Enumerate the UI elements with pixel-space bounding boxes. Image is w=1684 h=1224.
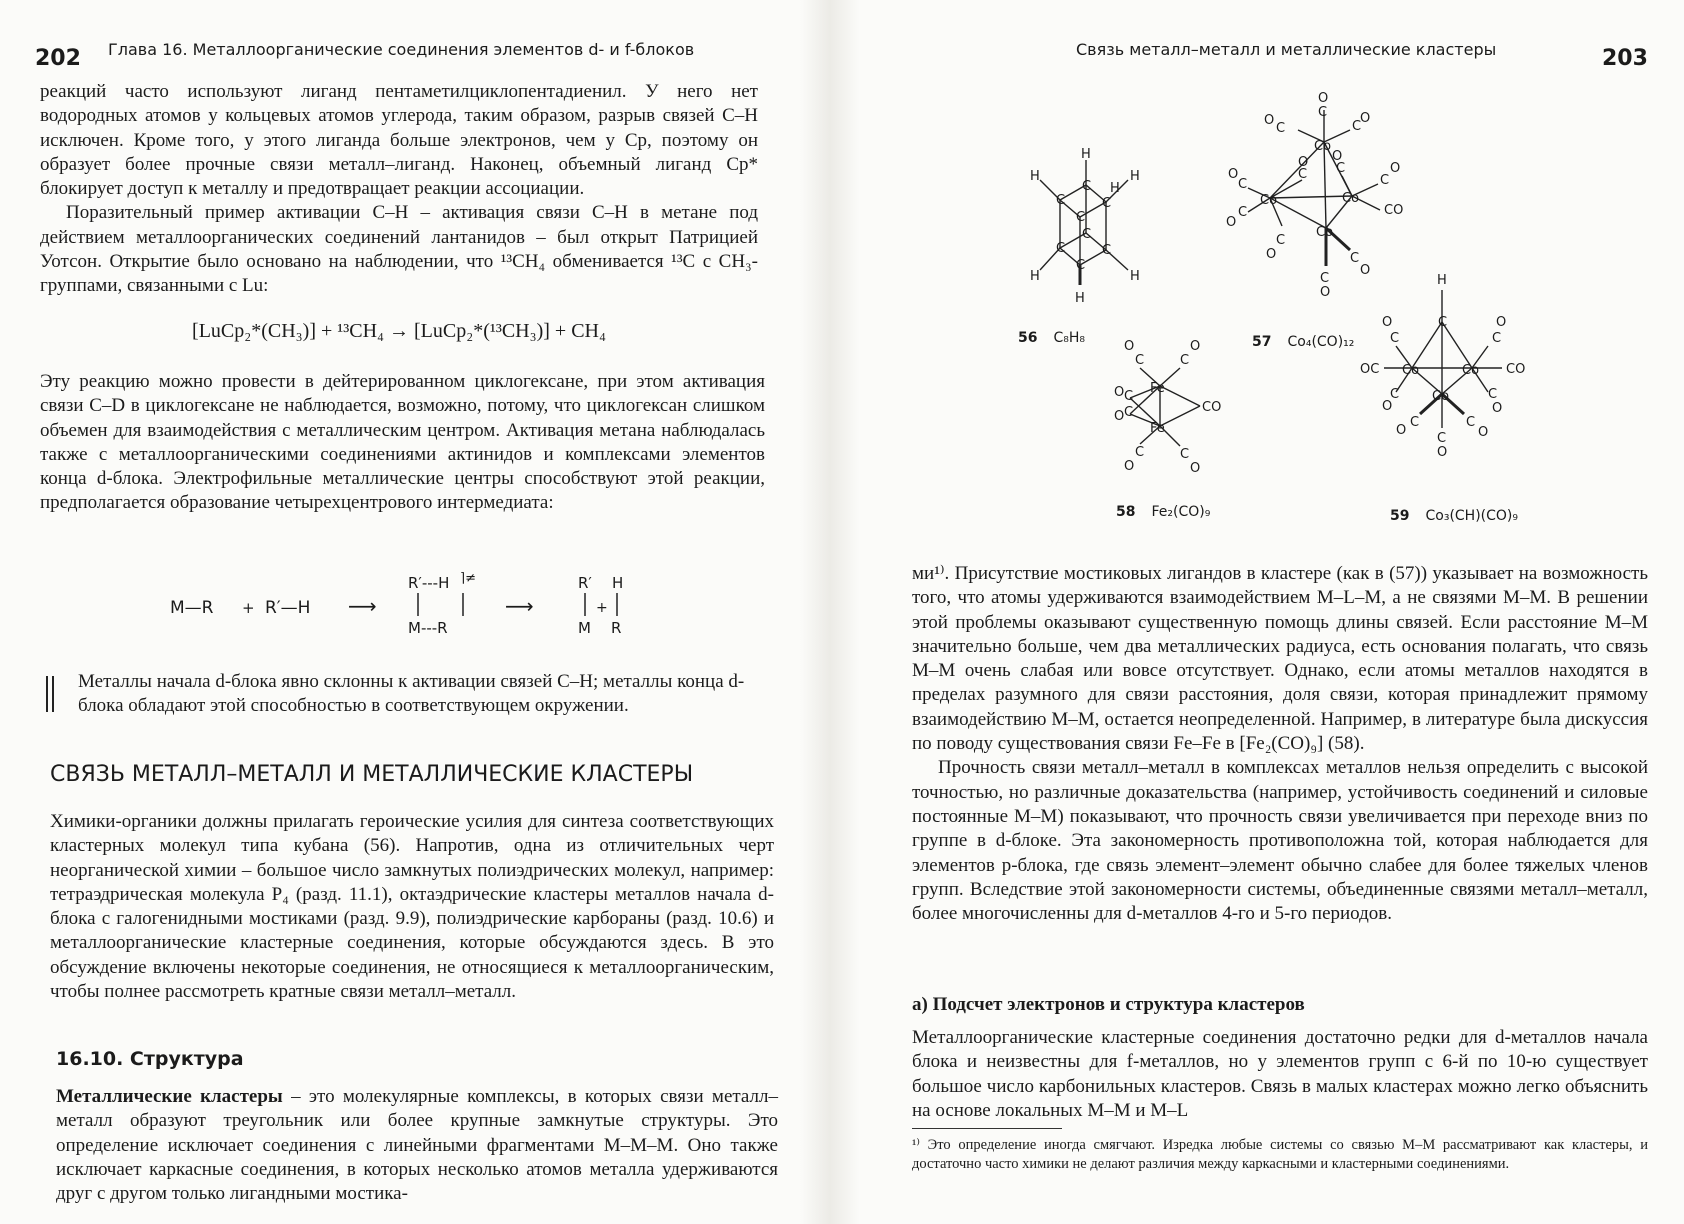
reactant-mr: M—R	[170, 598, 214, 618]
svg-text:Co: Co	[1432, 389, 1450, 404]
structure-59	[1384, 290, 1502, 428]
right-page	[880, 0, 1680, 1224]
svg-text:C: C	[1135, 353, 1145, 368]
svg-text:CO: CO	[1202, 400, 1222, 415]
svg-text:H: H	[1110, 181, 1120, 196]
svg-text:Co: Co	[1314, 139, 1332, 154]
svg-text:Co: Co	[1462, 363, 1480, 378]
svg-text:O: O	[1114, 385, 1125, 400]
product-rr: R	[611, 619, 622, 637]
svg-text:C: C	[1298, 167, 1308, 182]
svg-text:C: C	[1082, 179, 1092, 194]
figure-caption: 57 Co₄(CO)₁₂	[1252, 334, 1355, 350]
svg-text:C: C	[1238, 177, 1248, 192]
page-number: 202	[35, 46, 81, 71]
reactant-rh: R′—H	[265, 598, 311, 618]
svg-text:O: O	[1228, 167, 1239, 182]
svg-text:O: O	[1266, 247, 1277, 262]
svg-text:O: O	[1382, 399, 1393, 414]
text-block	[40, 370, 765, 516]
svg-text:O: O	[1124, 459, 1135, 474]
svg-text:C: C	[1056, 193, 1066, 208]
svg-text:H: H	[1030, 169, 1040, 184]
structure-56-labels	[1030, 147, 1140, 306]
figure-caption: 59 Co₃(CH)(CO)₉	[1390, 508, 1518, 524]
svg-text:O: O	[1496, 315, 1507, 330]
svg-text:C: C	[1318, 105, 1328, 120]
svg-text:O: O	[1360, 263, 1371, 278]
ts-dagger: ⌉≠	[460, 571, 476, 586]
svg-text:H: H	[1081, 147, 1091, 162]
svg-text:C: C	[1180, 447, 1190, 462]
text-block	[912, 562, 1648, 926]
svg-text:Co: Co	[1260, 193, 1278, 208]
note-bar	[52, 676, 54, 712]
svg-text:O: O	[1190, 339, 1201, 354]
text-block	[40, 80, 758, 299]
svg-text:Co: Co	[1316, 225, 1334, 240]
svg-text:Fe: Fe	[1150, 421, 1165, 436]
svg-text:C: C	[1492, 331, 1502, 346]
svg-text:Fe: Fe	[1150, 381, 1165, 396]
svg-text:H: H	[1075, 291, 1085, 306]
svg-text:CO: CO	[1384, 203, 1404, 218]
svg-text:O: O	[1320, 285, 1331, 300]
svg-text:O: O	[1390, 161, 1401, 176]
svg-text:H: H	[1130, 269, 1140, 284]
svg-text:OC: OC	[1360, 362, 1380, 377]
svg-text:C: C	[1390, 331, 1400, 346]
book-gutter	[800, 0, 860, 1224]
paragraph: Прочность связи металл–металл в комплексах металлов нельзя определить с высокой точностью, но различные доказательства (например, устойчивость соединений и силовые постоянные M–M) показывают, что прочность связи увеличивается при переходе вниз по группе в d-блоке. Эта закономерность противоположна той, которая наблюдается для элементов p-блока, где связь элемент–элемент обычно слабее для более тяжелых членов групп. Вследствие этой закономерности системы, объединенные связями металл–металл, более многочисленны для d-металлов 4-го и 5-го периодов.	[912, 757, 1648, 925]
product-m: M	[578, 619, 591, 637]
svg-text:C: C	[1102, 243, 1112, 258]
svg-text:C: C	[1082, 227, 1092, 242]
svg-text:C: C	[1276, 233, 1286, 248]
svg-text:C: C	[1076, 258, 1086, 273]
structure-58-labels	[1114, 339, 1221, 476]
text-block	[50, 810, 774, 1004]
svg-text:O: O	[1360, 111, 1371, 126]
svg-text:C: C	[1390, 387, 1400, 402]
svg-text:H: H	[1030, 269, 1040, 284]
subsection-title: а) Подсчет электронов и структура кластеров	[912, 994, 1305, 1015]
product-h: H	[612, 574, 624, 592]
svg-text:O: O	[1298, 155, 1309, 170]
equation: [LuCp₂*(CH₃)] + ¹³CH₄ → [LuCp₂*(¹³CH₃)] + CH₄	[192, 320, 606, 342]
svg-text:C: C	[1410, 415, 1420, 430]
svg-text:C: C	[1124, 389, 1134, 404]
svg-text:C: C	[1352, 119, 1362, 134]
ts-top: R′---H	[408, 574, 450, 592]
section-title: СВЯЗЬ МЕТАЛЛ–МЕТАЛЛ И МЕТАЛЛИЧЕСКИЕ КЛАСТЕРЫ	[50, 762, 694, 787]
svg-text:Co: Co	[1342, 191, 1360, 206]
structure-58	[1130, 368, 1200, 446]
svg-text:C: C	[1135, 445, 1145, 460]
svg-text:O: O	[1226, 215, 1237, 230]
figure-caption: 56 C₈H₈	[1018, 330, 1086, 346]
svg-text:O: O	[1124, 339, 1135, 354]
svg-text:O: O	[1437, 445, 1448, 460]
product-r: R′	[578, 574, 592, 592]
product-plus: +	[596, 600, 608, 616]
svg-text:C: C	[1438, 315, 1448, 330]
paragraph: реакций часто используют лиганд пентаметилциклопентадиенил. У него нет водородных атомов у кольцевых атомов углерода, таким образом, разрыв связей C–H исключен. Кроме того, у этого лиганда больше электронов, чем у Cp, поэтому он образует более прочные связи металл–лиганд. Наконец, объемный лиганд Cp* блокирует доступ к металлу и предотвращает реакции ассоциации.	[40, 81, 758, 200]
svg-text:C: C	[1336, 161, 1346, 176]
text-block	[56, 1085, 778, 1206]
svg-text:C: C	[1320, 271, 1330, 286]
footnote-rule	[912, 1128, 1062, 1129]
svg-text:O: O	[1396, 423, 1407, 438]
note-bar	[46, 676, 48, 712]
footnote: ¹⁾ Это определение иногда смягчают. Изредка любые системы со связью M–M рассматривают как кластеры, и достаточно часто химики не делают различия между каркасными и кластерными соединениями.	[912, 1137, 1648, 1172]
paragraph	[56, 1085, 778, 1206]
svg-text:C: C	[1276, 121, 1286, 136]
left-page	[0, 0, 790, 1224]
svg-text:O: O	[1492, 401, 1503, 416]
text-block	[912, 1026, 1648, 1123]
svg-text:O: O	[1190, 461, 1201, 476]
ts-bottom: M---R	[408, 619, 448, 637]
svg-text:CO: CO	[1506, 362, 1526, 377]
figure-caption: 58 Fe₂(CO)₉	[1116, 504, 1211, 520]
running-head: Связь металл–металл и металлические кластеры	[1076, 40, 1497, 59]
svg-text:Co: Co	[1402, 363, 1420, 378]
svg-text:C: C	[1076, 210, 1086, 225]
svg-text:C: C	[1437, 431, 1447, 446]
svg-text:O: O	[1332, 149, 1343, 164]
running-head: Глава 16. Металлоорганические соединения элементов d- и f-блоков	[108, 40, 695, 59]
margin-note: Металлы начала d-блока явно склонны к активации связей C–H; металлы конца d-блока обладают этой способностью в соответствующем окружении.	[78, 671, 745, 716]
svg-text:C: C	[1488, 387, 1498, 402]
subsection-title: 16.10. Структура	[56, 1048, 244, 1070]
svg-text:C: C	[1238, 205, 1248, 220]
svg-text:O: O	[1114, 409, 1125, 424]
paragraph: Поразительный пример активации C–H – активация связи C–H в метане под действием металлоорганических соединений лантанидов – был открыт Патрицией Уотсон. Открытие было основано на наблюдении, что ¹³CH₄ обменивается ¹³C с CH₃-группами, связанными с Lu:	[40, 202, 758, 297]
term-bold: Металлические кластеры	[56, 1086, 283, 1107]
paragraph-text: – это молекулярные комплексы, в которых связи металл–металл образуют треугольник или более крупные замкнутые структуры. Это определение исключает соединения с линейными фрагментами M–M–M. Оно также исключает каркасные соединения, в которых несколько атомов металла удерживаются друг с другом только лигандными мостика-	[56, 1086, 778, 1205]
reaction-arrow: ⟶	[505, 594, 534, 618]
svg-text:C: C	[1102, 196, 1112, 211]
paragraph: Химики-органики должны прилагать героические усилия для синтеза соответствующих кластерных молекул типа кубана (56). Напротив, одна из отличительных черт неорганической химии – большое число замкнутых полиэдрических молекул, например: тетраэдрическая молекула P₄ (разд. 11.1), октаэдрические кластеры металлов начала d-блока с галогенидными мостиками (разд. 9.9), полиэдрические карбораны (разд. 10.6) и металлоорганические кластерные соединения, которые обсуждаются здесь. В это обсуждение включены некоторые соединения, не относящиеся к металлоорганическим, чтобы полнее рассмотреть кратные связи металл–металл.	[50, 811, 774, 1003]
svg-text:H: H	[1130, 169, 1140, 184]
page-number: 203	[1602, 46, 1648, 71]
svg-text:C: C	[1350, 251, 1360, 266]
svg-text:C: C	[1380, 173, 1390, 188]
svg-text:O: O	[1318, 91, 1329, 106]
svg-text:H: H	[1437, 273, 1447, 288]
structure-57-labels	[1226, 91, 1403, 300]
svg-text:C: C	[1466, 415, 1476, 430]
svg-text:O: O	[1478, 425, 1489, 440]
paragraph: Металлоорганические кластерные соединения достаточно редки для d-металлов начала блока и неизвестны для f-металлов, но у элементов групп с 6-й по 10-ю существует большое число карбонильных кластеров. Связь в малых кластерах можно легко объяснить на основе локальных M–M и M–L	[912, 1027, 1648, 1121]
paragraph: Эту реакцию можно провести в дейтерированном циклогексане, при этом активация связи C–D в циклогексане не наблюдается, возможно, потому, что циклогексан слишком объемен для взаимодействия с металлическим центром. Активация метана наблюдалась также с металлоорганическими соединениями актинидов и комплексами элементов конца d-блока. Электрофильные металлические центры способствуют этой реакции, предполагается образование четырехцентрового интермедиата:	[40, 371, 765, 514]
svg-text:C: C	[1124, 405, 1134, 420]
svg-text:O: O	[1382, 315, 1393, 330]
reaction-scheme	[160, 560, 680, 640]
reaction-arrow: ⟶	[348, 594, 377, 618]
paragraph: ми¹⁾. Присутствие мостиковых лигандов в кластере (как в (57)) указывает на возможность того, что атомы удерживаются взаимодействием M–L–M, а не связями M–M. В решении этой проблемы оказывают существенную помощь длины связей. Если расстояние M–M значительно больше, чем два металлических радиуса, есть основания полагать, что связь M–M очень слабая или вовсе отсутствует. Однако, если атомы металлов находятся в пределах разумного для связи расстояния, доля связи, которая принадлежит прямому взаимодействию M–M, остается неопределенной. Например, в литературе была дискуссия по поводу существования связи Fe–Fe в [Fe₂(CO)₉] (58).	[912, 563, 1648, 755]
svg-text:O: O	[1264, 113, 1275, 128]
svg-text:C: C	[1180, 353, 1190, 368]
svg-text:C: C	[1056, 241, 1066, 256]
plus-sign: +	[242, 599, 255, 617]
structures-figure	[980, 80, 1580, 520]
